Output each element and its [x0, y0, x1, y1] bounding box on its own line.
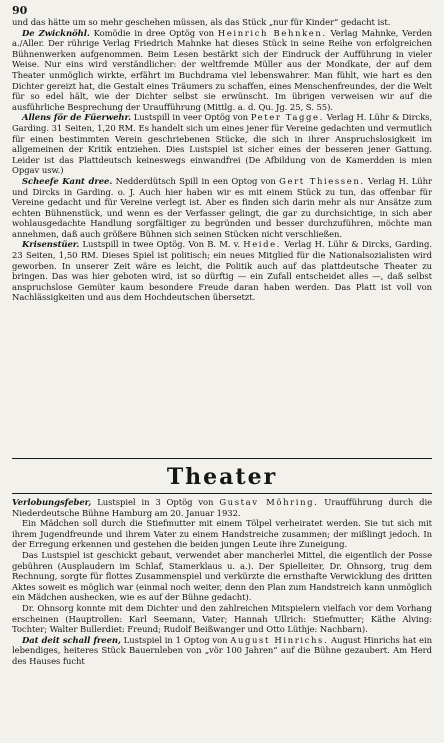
theater-description: Lustspiel in 1 Optog von	[123, 634, 228, 645]
review-publisher: Verlag H. Lühr und Dircks in Garding. o. J.	[12, 175, 433, 197]
review-description: Lustspill in twee Optög. Von B. M. v.	[82, 239, 241, 250]
theater-premiere: Uraufführung durch die Niederdeutsche Bühne Hamburg am 20. Januar 1932.	[12, 497, 433, 518]
review-title: De Zwicknöhl.	[22, 27, 90, 38]
review-author: Heide.	[243, 239, 281, 250]
review-fuerwehr	[12, 112, 432, 176]
reviews-column	[12, 17, 432, 303]
theater-description: Lustspiel in 3 Optög von	[97, 497, 214, 507]
theater-column	[12, 497, 432, 667]
section-heading: Theater	[166, 464, 278, 490]
theater-author: Gustav Möhring.	[219, 497, 319, 507]
theater-dat-deit	[12, 635, 432, 667]
review-body: Es handelt sich um eines jener für Vereine gedachten und vermutlich für einen bestimmten Verein geschriebenen Stücke, die sich in ihrer Anspruchslosigkeit im allgemeinen der Kritik entziehen. Dies Lustspiel ist sicher eines der besseren jener Gattung. Leider ist das Plattdeutsch keineswegs einwandfrei (De Afbildung von de Kamerdden is mien Opgav usw.)	[12, 122, 433, 176]
review-author: Gert Thiessen.	[279, 175, 365, 186]
theater-title: Verlobungsfeber,	[12, 497, 92, 507]
page-number: 90	[12, 4, 28, 17]
review-description: Komödie in dree Optög von	[93, 27, 215, 38]
review-author: Heinrich Behnken.	[217, 27, 327, 38]
theater-title: Dat deit schall freen,	[22, 634, 121, 645]
intro-paragraph: und das hätte um so mehr geschehen müssen, als das Stück „nur für Kinder“ gedacht ist.	[12, 17, 391, 27]
review-description: Lustspill in veer Optög von	[133, 112, 249, 123]
review-scheefe-kant	[12, 176, 432, 240]
review-body: Der rührige Verlag Friedrich Mahnke hat dieses Stück in seine Reihe von erfolgreichen Bühnenwerken aufgenommen. Beim Lesen bestärkt sich der Eindruck der Aufführung in vieler Weise. Nur eins wird verständlicher: der weltfremde Müller aus der Mondkate, der auf dem Theater unmöglich wirkte, erfährt im Buchdrama viel lebenswahrer. Man fühlt, wie hart es den Dichter gereizt hat, die Gestalt eines Träumers zu schaffen, eines Menschenfreundes, der die Welt für so edel hält, wie der Dichter selbst sie erwünscht. Im übrigen verweisen wir auf die ausführliche Besprechung der Uraufführung (Mittlg. a. d. Qu. Jg. 25, S. 55).	[12, 38, 432, 112]
theater-paragraph: Dr. Ohnsorg konnte mit dem Dichter und den zahlreichen Mitspielern vielfach vor dem Vorhang erscheinen (Hauptrollen: Karl Seemann, Vater; Hannah Ullrich: Stiefmutter; Käthe Alving: Tochter; Walter Bullerdiet: Freund; Rudolf Beißwanger und Otto Lüthje: Nachbarn).	[12, 602, 432, 635]
review-zwicknoehl	[12, 28, 432, 113]
review-krisenstueer	[12, 239, 432, 303]
review-title: Allens för de Füerwehr.	[22, 112, 131, 123]
theater-author: August Hinrichs.	[230, 634, 329, 645]
review-publisher: Verlag H. Lühr & Dircks, Garding. 31 Seiten, 1,20 RM.	[12, 112, 433, 133]
theater-body: August Hinrichs hat ein lebendiges, heiteres Stück Bauernleben von „vör 100 Jahren“ auf die Bühne gezaubert. Am Herd des Hauses fucht	[12, 634, 432, 666]
theater-paragraph: Das Lustspiel ist geschickt gebaut, verwendet aber mancherlei Mittel, die eigentlich der Posse gebühren (Ausplaudern im Schlaf, Stamerklaus u. a.). Der Spielleiter, Dr. Ohnsorg, trug dem Rechnung, sorgte für flottes Zusammenspiel und verkürzte die ernsthafte Verwicklung des dritten Aktes soweit es möglich war (einmal noch weiter, denn den Plan zum Handstreich kann unmöglich ein Mädchen aushecken, wie es auf der Bühne gedacht).	[12, 549, 432, 603]
review-body: Dieses Spiel ist politisch; ein neues Mitglied für die Nationalsozialisten wird geworben. In unserer Zeit wäre es leicht, die Politik auch auf das plattdeutsche Theater zu bringen. Das was hier geboten wird, ist so dürftig — ein Zufall entscheidet alles —, daß selbst anspruchslose Gemüter kaum besondere Freude daran haben werden. Das Platt ist voll von Nachlässigkeiten und aus dem Hochdeutschen übersetzt.	[12, 250, 432, 303]
section-rule-bottom	[12, 493, 432, 494]
theater-verlobungsfeber	[12, 497, 432, 518]
review-title: Krisenstüer.	[22, 239, 80, 250]
review-publisher: Verlag H. Lühr & Dircks, Garding. 23 Seiten, 1,50 RM.	[12, 239, 432, 261]
review-author: Peter Tagge.	[250, 112, 324, 123]
review-publisher: Verlag Mahnke, Verden a./Aller.	[12, 27, 432, 49]
review-description: Nedderdütsch Spill in een Optog von	[115, 175, 276, 186]
theater-paragraph: Ein Mädchen soll durch die Stiefmutter mit einem Tölpel verheiratet werden. Sie tut sich mit ihrem Jugendfreunde und ihrem Vater zu einem Handstreiche zusammen; der mißlingt jedoch. In der Erregung erkennen und gestehen die beiden jungen Leute ihre Zuneigung.	[12, 518, 432, 550]
review-title: Scheefe Kant dree.	[22, 175, 113, 186]
review-body: Auch hier haben wir es mit einem Stück zu tun, das offenbar für Vereine gedacht und für Vereine verlegt ist. Aber es finden sich darin mehr als nur Ansätze zum echten Bühnenstück, und wenn es der Verfasser gelingt, die gar zu durchsichtige, in sich aber wohlausgedachte Handlung sorgfältiger zu begründen und besser durchzuführen, möchte man annehmen, daß auch größere Bühnen sich seinen Stücken nicht verschließen.	[12, 186, 432, 239]
section-rule-top	[12, 458, 432, 459]
